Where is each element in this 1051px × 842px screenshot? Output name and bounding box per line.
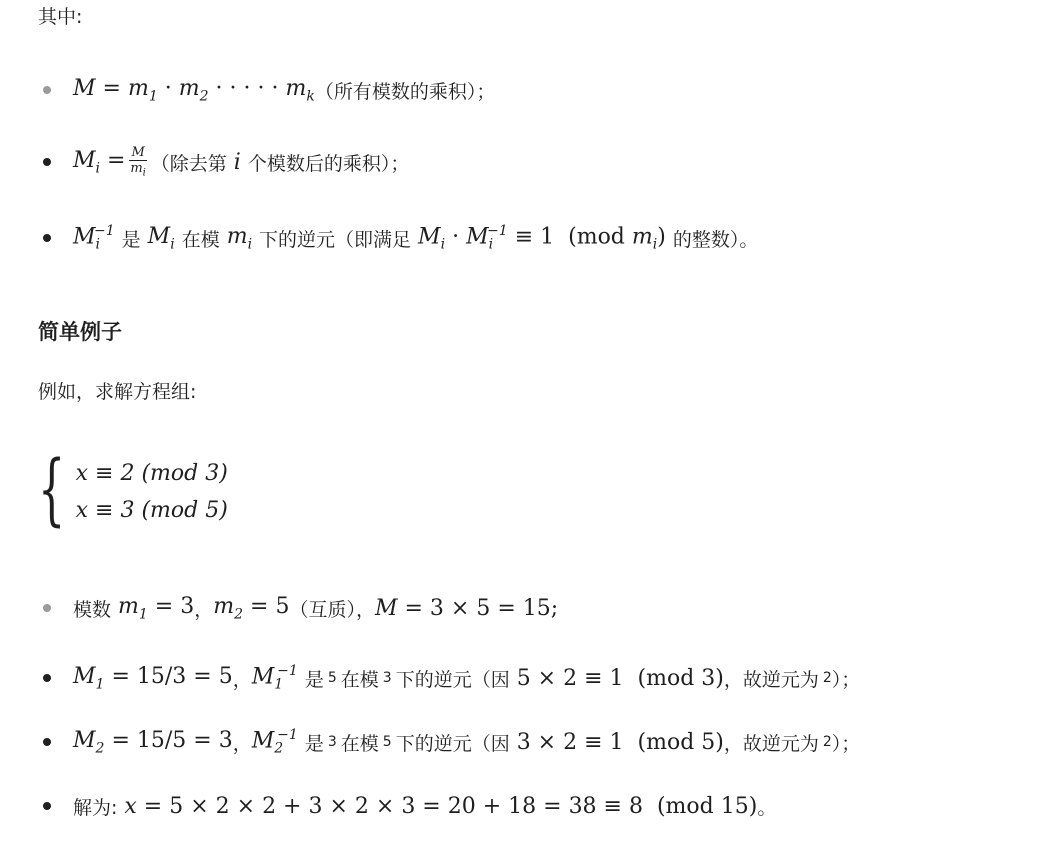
math-formula: 5 × 2 ≡ 1 (mod 3) xyxy=(509,665,724,691)
step-text: 在模 xyxy=(340,732,379,755)
step-number: 3 xyxy=(382,670,392,686)
step-text: ， xyxy=(232,668,252,691)
step-number: 5 xyxy=(382,734,392,750)
intro-text: 其中: xyxy=(38,6,83,28)
bullet-icon xyxy=(43,234,51,242)
definition-text: 的整数）。 xyxy=(672,228,759,251)
math-formula: $M = m_1 \cdot m_2$ · · · · · $m_k$ xyxy=(73,75,315,105)
equation-system xyxy=(38,446,228,538)
list-item xyxy=(38,142,409,182)
list-item xyxy=(38,588,558,628)
step-text: ， xyxy=(194,598,214,621)
step-text: ）； xyxy=(831,668,861,691)
bullet-icon xyxy=(43,674,51,682)
step-number: 2 xyxy=(822,734,832,750)
definition-text: 在模 xyxy=(181,228,220,251)
math-formula: $M_1^{-1}$ xyxy=(251,663,298,693)
brace: { xyxy=(38,445,66,535)
bullet-icon xyxy=(43,86,51,94)
step-text: ，故逆元为 xyxy=(723,668,819,691)
list-item xyxy=(38,658,860,698)
math-formula: $M_2^{-1}$ xyxy=(251,727,298,757)
definition-text: 下的逆元（即满足 xyxy=(259,228,412,251)
math-formula: $m_i$ xyxy=(219,223,253,253)
step-text: （互质）， xyxy=(289,598,375,621)
step-number: 3 xyxy=(327,734,337,750)
math-variable: i xyxy=(226,149,248,175)
step-text: 在模 xyxy=(340,668,379,691)
step-number: 2 xyxy=(822,670,832,686)
definition-text: （除去第 xyxy=(150,152,227,175)
section-heading: 简单例子 xyxy=(38,320,122,344)
math-formula: $M_1 = 15/3 = 5$ xyxy=(73,663,233,693)
step-text: 是 xyxy=(304,668,324,691)
step-text: 模数 xyxy=(73,598,112,621)
bullet-icon xyxy=(43,604,51,612)
equation: x ≡ 2 (mod 3) xyxy=(75,461,228,486)
example-intro: 例如，求解方程组: xyxy=(38,381,197,403)
bullet-icon xyxy=(43,158,51,166)
equations xyxy=(76,461,228,523)
equation: x ≡ 3 (mod 5) xyxy=(75,498,228,523)
step-text: 下的逆元（因 xyxy=(395,732,510,755)
list-item xyxy=(38,70,495,110)
step-text: 。 xyxy=(757,796,777,819)
fraction: $\frac{M}{m_i}$ xyxy=(130,144,146,179)
definition-text: 是 xyxy=(121,228,141,251)
step-text: 是 xyxy=(304,732,324,755)
list-item xyxy=(38,722,860,762)
definition-text: （所有模数的乘积）； xyxy=(314,80,496,103)
step-number: 5 xyxy=(327,670,337,686)
step-text: 下的逆元（因 xyxy=(395,668,510,691)
step-text: ）； xyxy=(831,732,861,755)
math-formula: $m_2 = 5$ xyxy=(213,593,290,623)
math-formula: $M_2 = 15/5 = 3$ xyxy=(73,727,233,757)
step-text: ，故逆元为 xyxy=(723,732,819,755)
list-item xyxy=(38,218,758,258)
list-item xyxy=(38,786,776,826)
math-formula: 3 × 2 ≡ 1 (mod 5) xyxy=(509,729,724,755)
step-text: 解为: xyxy=(73,796,118,819)
math-formula: M = 3 × 5 = 15; xyxy=(374,595,559,621)
bullet-icon xyxy=(43,802,51,810)
step-text: ， xyxy=(232,732,252,755)
math-formula: $m_1 = 3$ xyxy=(111,593,195,623)
math-formula: $M_i \cdot M_i^{-1} \equiv 1$ (mod $m_i$) xyxy=(411,223,666,253)
math-formula: x = 5 × 2 × 2 + 3 × 2 × 3 = 20 + 18 = 38 ≡ 8 (mod 15) xyxy=(117,793,758,819)
math-formula: $M_i$ xyxy=(140,223,175,253)
bullet-icon xyxy=(43,738,51,746)
math-formula: $M_i$ = xyxy=(73,147,126,177)
math-formula: $M_i^{-1}$ xyxy=(73,223,115,253)
definition-text: 个模数后的乘积）； xyxy=(247,152,410,175)
